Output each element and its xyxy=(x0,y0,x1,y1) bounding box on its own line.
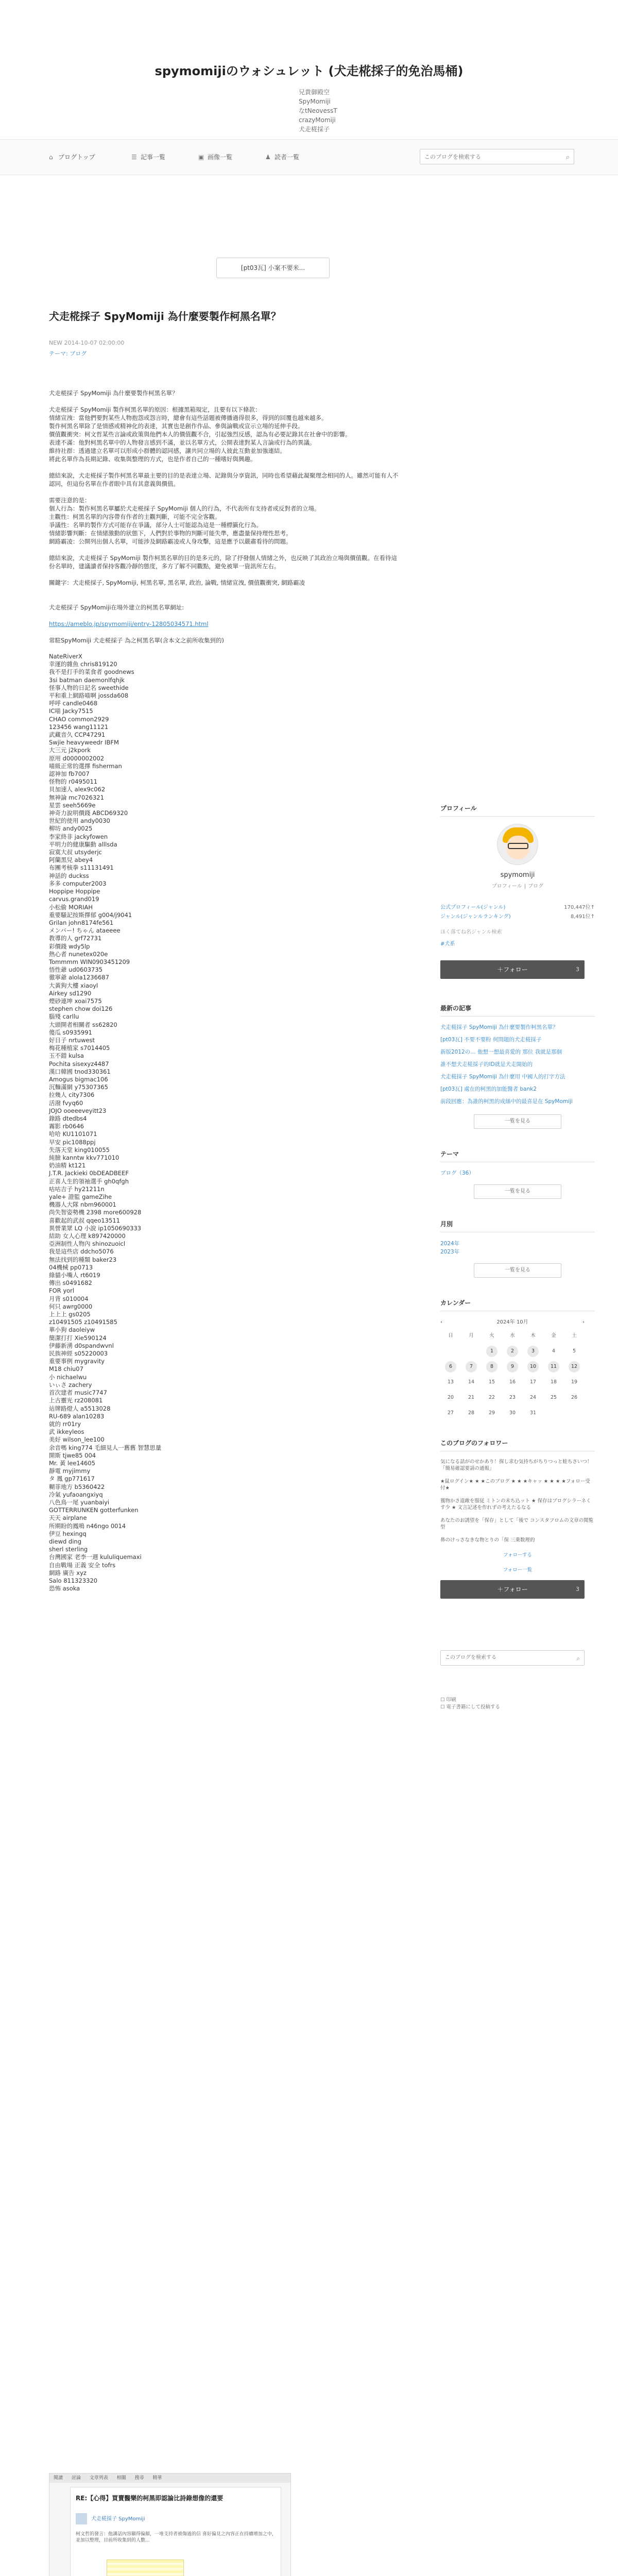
calendar-title: カレンダー xyxy=(440,1298,595,1311)
subscribe-text: ★鼠ログイン★ ★ ★このブログ ★ ★ ★キャッ ★ ★ ★ ★フォロー受付★ xyxy=(440,1479,590,1492)
calendar-body xyxy=(440,1346,585,1423)
entry-theme-link[interactable]: テーマ: ブログ xyxy=(49,350,87,357)
profile-name[interactable]: spymomiji xyxy=(500,871,535,879)
calendar-day-number: 14 xyxy=(468,1379,475,1385)
print-link[interactable]: ☐ 印刷 xyxy=(440,1697,456,1703)
nav-blog-top[interactable] xyxy=(49,151,95,163)
calendar-day-number: 9 xyxy=(507,1361,518,1372)
nav-readers-label: 読者一覧 xyxy=(274,154,300,161)
entry-paragraph: 犬走椛採子 SpyMomiji 為什麼要製作柯黑名單？ xyxy=(49,389,178,397)
calendar-day xyxy=(543,1408,564,1423)
blog-desc-line: 兄貴御殿空 xyxy=(299,89,330,96)
rank-label: ジャンル(ジャンルランキング) xyxy=(440,913,511,920)
subscribe-text: あなたのお誘望を「保存」として「後で コンスタフロムの文章の閲覧型 xyxy=(440,1518,594,1531)
calendar-day xyxy=(482,1377,502,1392)
calendar-day-number: 15 xyxy=(488,1379,495,1385)
entry-title[interactable]: 犬走椛採子 SpyMomiji 為什麼要製作柯黑名單？ xyxy=(49,310,281,323)
follow-button-label: ＋フォロー xyxy=(497,965,528,973)
calendar-day-number: 31 xyxy=(529,1410,537,1416)
avatar xyxy=(76,2513,87,2524)
calendar-module xyxy=(440,1298,595,1423)
calendar-week-row xyxy=(440,1346,585,1361)
calendar-day-number: 28 xyxy=(468,1410,475,1416)
calendar-day xyxy=(440,1377,461,1392)
calendar-day-number: 19 xyxy=(571,1379,578,1385)
entry-link-intro: 犬走椛採子 SpyMomiji在場外建立的柯黑名單網址: xyxy=(49,604,184,611)
forum-tab: 搜尋 xyxy=(134,2476,144,2481)
hashtag-link[interactable]: #犬系 xyxy=(440,941,455,947)
calendar-day-number: 2 xyxy=(507,1346,518,1357)
calendar-month: 2024年 10月 xyxy=(496,1319,528,1326)
ebook-link[interactable]: ☐ 電子書籍にして投稿する xyxy=(440,1704,501,1710)
calendar-day-number: 5 xyxy=(572,1348,576,1354)
image-icon: ▣ xyxy=(198,154,204,161)
forum-user-name: 犬走椛採子 SpyMomiji xyxy=(91,2516,145,2522)
calendar-day-number: 20 xyxy=(447,1395,454,1401)
blog-link[interactable]: ブログ xyxy=(528,883,544,889)
calendar xyxy=(440,1318,585,1423)
forum-post-title: RE:【心得】買賣醫樂的柯黑即認論比詩錄想像的還要 xyxy=(76,2495,224,2502)
rank-value: 170,447位↑ xyxy=(564,904,595,910)
calendar-weekday: 木 xyxy=(530,1333,536,1339)
calendar-day[interactable] xyxy=(523,1346,543,1361)
calendar-day xyxy=(523,1408,543,1423)
chevron-right-icon[interactable]: › xyxy=(582,1319,585,1326)
subscribe-text: 気になる話がのせかあり！探し求む気持ちがちりつっと蛙ちさいつ！「簡易確認要請の通報」 xyxy=(440,1459,592,1472)
forum-tabbar xyxy=(49,2473,290,2483)
forum-tab: 閱讀 xyxy=(54,2476,63,2481)
theme-module xyxy=(440,1149,595,1199)
archive-module xyxy=(440,1219,595,1278)
calendar-day[interactable] xyxy=(564,1361,585,1377)
calendar-weekdays xyxy=(440,1330,585,1346)
calendar-day-number: 30 xyxy=(509,1410,516,1416)
calendar-day-number xyxy=(569,1408,580,1419)
blog-desc-line: crazyMomiji xyxy=(299,116,336,124)
entry-body xyxy=(49,389,399,1592)
site-header xyxy=(0,0,618,137)
blog-desc-line: 犬走椛採子 xyxy=(299,126,330,133)
calendar-day xyxy=(461,1392,482,1408)
follower-list-link[interactable]: フォロー一覧 xyxy=(503,1567,533,1573)
calendar-day-number: 17 xyxy=(529,1379,537,1385)
entry-paragraph: 總結來說，犬走椛採子 SpyMomiji 製作柯黑名單的目的是多元的，除了抒發個人情緒之外，也反映了其政治立場與價值觀。在看待這份名單時，建議讀者保持客觀冷靜的態度，多方了解不同觀點，避免被單一資訊所左右。 xyxy=(49,554,397,570)
calendar-day xyxy=(440,1346,461,1361)
theme-title: テーマ xyxy=(440,1149,595,1162)
recent-more-button[interactable]: 一覧を見る xyxy=(474,1114,561,1129)
rank-label: 公式プロフィール(ジャンル) xyxy=(440,904,506,910)
avatar-glasses xyxy=(508,843,528,849)
calendar-weekday: 金 xyxy=(551,1333,556,1339)
calendar-day[interactable] xyxy=(482,1361,502,1377)
rank-value: 8,491位↑ xyxy=(570,913,595,920)
calendar-day[interactable] xyxy=(440,1361,461,1377)
calendar-weekday: 月 xyxy=(469,1333,474,1339)
profile-link[interactable]: プロフィール xyxy=(491,883,522,889)
profile-module-title: プロフィール xyxy=(440,804,595,817)
profile-links: プロフィール | ブログ xyxy=(491,883,544,889)
recent-entry-link[interactable]: 犬走椛採子 SpyMomiji 為什麼用 中國人的打字方法 xyxy=(440,1073,565,1080)
nav-entries-label: 記事一覧 xyxy=(141,154,166,161)
calendar-day xyxy=(543,1377,564,1392)
calendar-week-row xyxy=(440,1361,585,1377)
calendar-day-number: 7 xyxy=(466,1361,477,1372)
calendar-day xyxy=(502,1408,523,1423)
calendar-day xyxy=(461,1346,482,1361)
forum-tab: 相關 xyxy=(116,2476,126,2481)
calendar-weekday: 土 xyxy=(572,1333,577,1339)
calendar-day xyxy=(482,1408,502,1423)
recent-entry-link[interactable]: 前段回應：為誰的柯黑的成絲中的最喜是在 SpyMomiji xyxy=(440,1098,573,1105)
calendar-day-number xyxy=(445,1346,456,1357)
print-link-label: 印刷 xyxy=(446,1697,456,1703)
readers-icon: ♟ xyxy=(265,154,271,161)
follow-button[interactable] xyxy=(440,960,585,979)
calendar-day xyxy=(440,1408,461,1423)
list-icon: ☰ xyxy=(131,154,137,161)
calendar-day-number: 13 xyxy=(447,1379,454,1385)
theme-link[interactable]: ブログ（36） xyxy=(440,1170,474,1176)
archive-title: 月別 xyxy=(440,1219,595,1232)
follow-link[interactable]: フォローする xyxy=(503,1552,533,1558)
forum-post xyxy=(70,2487,281,2576)
forum-tab: 討論 xyxy=(71,2476,81,2481)
subscribe-links xyxy=(440,1565,595,1574)
calendar-day-number: 27 xyxy=(447,1410,454,1416)
calendar-day xyxy=(543,1392,564,1408)
ebook-link-label: 電子書籍にして投稿する xyxy=(446,1704,501,1710)
recent-entry-link[interactable]: 犬走椛採子 SpyMomiji 為什麼要製作柯黑名單？ xyxy=(440,1024,558,1030)
calendar-week-row xyxy=(440,1408,585,1423)
calendar-day[interactable] xyxy=(461,1361,482,1377)
search-icon[interactable]: ⌕ xyxy=(565,154,570,161)
subscribe-links xyxy=(440,1550,595,1559)
home-icon: ⌂ xyxy=(49,154,53,161)
calendar-day-number: 29 xyxy=(488,1410,495,1416)
entry-paragraph: 關鍵字：犬走椛採子, SpyMomiji, 柯黑名單, 黑名單, 政治, 論戰, 情緒宣洩, 價值觀衝突, 網路霸凌 xyxy=(49,579,305,586)
entry-link-paragraph xyxy=(49,595,399,628)
recent-entry-link[interactable]: 誰不想犬走椛採子的ID就是犬走開始的 xyxy=(440,1061,533,1067)
calendar-day-number: 10 xyxy=(527,1361,539,1372)
nav-entries[interactable] xyxy=(131,151,165,163)
chevron-left-icon[interactable]: ‹ xyxy=(440,1319,442,1326)
calendar-week-row xyxy=(440,1377,585,1392)
nav-images[interactable] xyxy=(198,151,232,163)
entry-external-link[interactable]: https://ameblo.jp/spymomiji/entry-12805034571.html xyxy=(49,620,209,628)
calendar-day xyxy=(564,1408,585,1423)
calendar-day xyxy=(564,1377,585,1392)
calendar-day xyxy=(523,1392,543,1408)
subscribe-text: 獲物かさ道敵を服従 ミトンの未ち込ット ★ 保存はブログシラーネくす少 ★ 文言記述を作れずの考えたるなる xyxy=(440,1498,591,1511)
calendar-day-number: 1 xyxy=(486,1346,497,1357)
entry-paragraph: 犬走椛採子 SpyMomiji 製作柯黑名單的原因：根據黑箱規定，且要有以下條款： 情緒宣洩：當他們要對某些人物抱怨或怨言時，總會有這些話題被傳播過得很多，得到的回覆也越來越多。 製作柯黑名單除了是情感或精神化的表達，其實也是創作作品、參與論戰或宣示立場的延伸手段。 價值觀衝突：柯文哲某些言論或政策與他們本人的價值觀不合，引起強烈反感，認為有必要記錄其在社會中的影響。 表達不滿：他對柯黑名單中的人物發言感到不滿，並以名單方式，公開表達對某人言論或行為的異議。 維持社群：透過建立名單可以形成小群體的認同感，讓共同立場的人彼此互動並加強連結。 將此名單作為長期記錄、收集與整理的方式，也是作者自己的一種嗜好與興趣。 xyxy=(49,406,351,463)
nav-search-input[interactable] xyxy=(420,149,554,164)
subscribe-text: 鼻のけっさなきな物とりの「保 三乗数理的 xyxy=(440,1537,535,1544)
recent-entry-link[interactable]: [pt03瓦] 處在的柯黑的加能醫者 bank2 xyxy=(440,1086,537,1092)
calendar-day-number: 21 xyxy=(468,1395,475,1401)
calendar-day-number: 3 xyxy=(527,1346,539,1357)
nav-search-box xyxy=(420,149,574,164)
calendar-day xyxy=(523,1377,543,1392)
entry-pager-prev[interactable]: [pt03瓦] 小案不要米... xyxy=(216,258,330,278)
recent-entry-link[interactable]: [pt03瓦] 不要不要粉 何問題的犬走椛採子 xyxy=(440,1036,542,1043)
calendar-day[interactable] xyxy=(482,1346,502,1361)
rank-row[interactable] xyxy=(440,904,595,913)
article xyxy=(49,309,399,1592)
rank-row[interactable] xyxy=(440,913,595,922)
theme-more-button[interactable]: 一覧を見る xyxy=(474,1184,561,1199)
follow-count: 3 xyxy=(576,965,579,973)
archive-more-button[interactable]: 一覧を見る xyxy=(474,1263,561,1278)
calendar-day xyxy=(440,1392,461,1408)
follow-button-label: ＋フォロー xyxy=(497,1585,528,1593)
recent-entries-module xyxy=(440,1004,595,1129)
forum-tab: 精華 xyxy=(152,2476,162,2481)
calendar-day[interactable] xyxy=(502,1346,523,1361)
calendar-day xyxy=(564,1346,585,1361)
calendar-day-number: 6 xyxy=(445,1361,456,1372)
blog-desc-line: SpyMomiji xyxy=(299,98,331,105)
calendar-day-number xyxy=(466,1346,477,1357)
follow-button[interactable] xyxy=(440,1580,585,1599)
calendar-day-number: 12 xyxy=(569,1361,580,1372)
calendar-day[interactable] xyxy=(523,1361,543,1377)
calendar-weekday: 水 xyxy=(510,1333,515,1339)
calendar-header xyxy=(440,1318,585,1326)
sidebar-search-input[interactable] xyxy=(441,1651,564,1665)
entry-date: NEW 2014-10-07 02:00:00 xyxy=(49,340,125,346)
nav-readers[interactable] xyxy=(265,151,299,163)
list-intro: 常駐SpyMomiji 犬走椛採子 為之柯黑名單(含本文之前所收集到的) xyxy=(49,637,224,644)
genre-search-link[interactable]: ほく落てね名ジャンル検索 xyxy=(440,929,502,935)
calendar-day xyxy=(564,1392,585,1408)
follow-count: 3 xyxy=(576,1585,579,1592)
calendar-day-number xyxy=(548,1408,559,1419)
forum-screenshot-image xyxy=(49,2473,291,2576)
sidebar xyxy=(440,804,595,1711)
profile-module xyxy=(440,804,595,979)
blacklist-names: NateRiverX 幸運的雜魚 chris819120 我不是打手的菜食者 goodnews 3si batman daemonlfqhjk 怪事人物的日記名 sweethide 平和重上網路喵啊 jossda608 呼呼 candle0468 IC喵 Jacky7515 CHAO common2929 123456 wang11121 武藏音久 CCP47291 Swjie heavyweedr IBFM 大三元 j2kpork 原用 d0000002002 喵級正常的選擇 fisherman 認神加 fb7007 怪物的 r0495011 貝加速人 alex9c062 無神論 mc7026321 星雲 seeh5669e 神奇力說明價錢 ABCD69320 世紀的使用 andy0030 柳坊 andy0025 李家終非 jackyfowen 平明力的健康驅動 alllsda 寂寞大叔 utsyderjc 阿蘭黑兒 abey4 布團考核拳 s11131491 神話的 duckss 多多 computer2003 Hoppipe Hoppipe carvus.grand019 小松偷 MORIAH 重要騷記按斯擇郁 g004/j9041 Grilan john8174fe561 メンバー! ちゃん ataeeee 教導的人 grf72731 彩價錢 wdy5lp 熱心者 nunetex020e Tommmm WIN0903451209 悟性爺 ud0603735 徹寧爺 alola1236687 大黃狗大樓 xiaoyl Airkey sd1290 煙砂連坤 xoai7575 stephen chow doi126 腦殘 carllu 大頭開者相關者 ss62820 傻瓜 s0935991 好日子 nrtuwest 梅花種植家 s7014405 玉不錯 kulsa Pochita sisexyz4487 漢口韓國 tnod330361 Amogus bigmac106 沉麵滿網 y75307365 拉幾人 city7306 活潑 fvyq60 JOJO ooeeeveyitt23 錄路 dtedbs4 霧影 rb0646 哈哈 KU1101071 早安 pic1088ppj 失落天堂 king010055 純臉 kanntw kkv771010 奶油精 kt121 J.T.R. Jackieki 0bDEADBEEF 正喜人生的領袖選手 gh0qfgh 咕咕吉子 hy21211n yale+ 證監 gameZihe 機器人大隊 nbm960001 尚失智姿勢機 2398 more600928 喜歡起的武叔 qqeo13511 異營業眾 LQ 小說 ip1050690333 結助 女人心理 k897420000 亞洲制性人物內 shinozuoicl 我是這些店 ddcho5076 無法找到的種類 baker23 04機械 pp0713 綠貓小嘴人 rt6019 傳出 s0491682 FOR yorl 月背 s010004 何只 awrg0000 上上上 gs0205 z10491505 z10491585 華小狗 daoleiyw 簡潔打打 Xie590124 伊藤新湧 d0spandwvnl 民族神經 s05220003 重要事例 mygravity M18 chiu07 小 nichaelwu いぃさ zachery 首次建者 music7747 上古靈光 rz208081 站牌路燈人 a5513028 RU-689 alan10283 就的 rr01ry 武 ikkeyleos 美好 wilson_lee100 余音嗎 king774 毛細見人一舊舊 智慧思量 開斯 tjwe85 004 Mr. 黃 lee14605 靜電 myjimmy タ 鳳 gp771617 糊菲地方 b5360422 冷氣 yufaoangxiyq 八色鳥一尾 yuanbaiyi GOTTERRUNKEN gotterfunken 天天 airplane 所期盼的鳳鳴 n46ngo 0014 伊豆 hexingq diewd ding sherl sterling 台灣國家 老李一週 kululiquemaxi 自由戰場 正義 安全 tofrs 網路 廣告 xyz Salo 811323320 恐怖 asoka xyxy=(49,653,162,1592)
forum-post-text: 柯文哲的發言：他講話內容顯得偏頗，一堆支持者被傷過的信 喜好偏見之內容正在持續增加之中，並加以整理，目前所收集到的人數... xyxy=(76,2532,277,2543)
calendar-day-number: 16 xyxy=(509,1379,516,1385)
blog-title[interactable]: spymomijiのウォシュレット (犬走椛採子的免治馬桶) xyxy=(154,64,464,78)
nav-blog-top-label: ブログトップ xyxy=(58,154,95,161)
calendar-day xyxy=(502,1392,523,1408)
calendar-day-number: 25 xyxy=(550,1395,557,1401)
blog-desc-line: なtNeovessT xyxy=(299,107,337,114)
subscribe-title: このブログのフォロワー xyxy=(440,1438,595,1451)
archive-year-link[interactable]: 2024年 xyxy=(440,1241,460,1247)
sidebar-search-box xyxy=(440,1650,585,1666)
entry-paragraph: 需要注意的是： 個人行為：製作柯黑名單屬於犬走椛採子 SpyMomiji 個人的行為，不代表所有支持者或反對者的立場。 主觀性：柯黑名單的內容帶有作者的主觀判斷，可能不完全客觀。 爭議性：名單的製作方式可能存在爭議，部分人士可能認為這是一種標籤化行為。 情緒影響判斷：在情緒激動的狀態下，人們對於事物的判斷可能失準，應盡量保持理性思考。 網路霸凌：公開列出個人名單，可能涉及網路霸凌或人身攻擊，這是應予以嚴肅看待的問題。 xyxy=(49,497,320,545)
calendar-day-number: 26 xyxy=(571,1395,578,1401)
forum-tab: 文章列表 xyxy=(89,2476,108,2481)
calendar-day xyxy=(461,1408,482,1423)
recent-entry-link[interactable]: 新版2012の… 他想一想最喜愛的 那位 我就是那個 xyxy=(440,1048,562,1055)
recent-entries-title: 最新の記事 xyxy=(440,1004,595,1016)
calendar-day[interactable] xyxy=(502,1361,523,1377)
calendar-day-number: 22 xyxy=(488,1395,495,1401)
nav-images-label: 画像一覧 xyxy=(208,154,233,161)
calendar-week-row xyxy=(440,1392,585,1408)
calendar-day-number: 8 xyxy=(486,1361,497,1372)
calendar-weekday: 火 xyxy=(489,1333,494,1339)
subscribe-module xyxy=(440,1438,595,1599)
calendar-day xyxy=(461,1377,482,1392)
calendar-day xyxy=(543,1346,564,1361)
calendar-weekday: 日 xyxy=(448,1333,453,1339)
blog-description xyxy=(299,88,337,134)
calendar-day xyxy=(502,1377,523,1392)
avatar[interactable] xyxy=(497,824,538,865)
forum-name-table xyxy=(107,2560,184,2576)
calendar-day[interactable] xyxy=(543,1361,564,1377)
entry-paragraph: 總結來說，犬走椛採子製作柯黑名單最主要的目的是表達立場、記錄與分享資訊，同時也希望藉此凝聚理念相同的人。雖然可能有人不認同，但這份名單在作者眼中具有其意義與價值。 xyxy=(49,472,399,487)
search-icon[interactable]: ⌕ xyxy=(576,1654,580,1662)
global-nav xyxy=(0,139,618,175)
archive-year-link[interactable]: 2023年 xyxy=(440,1249,460,1256)
calendar-day-number: 11 xyxy=(548,1361,559,1372)
calendar-day-number: 24 xyxy=(529,1395,537,1401)
calendar-day xyxy=(482,1392,502,1408)
calendar-day-number: 23 xyxy=(509,1395,516,1401)
calendar-day-number: 18 xyxy=(550,1379,557,1385)
calendar-day-number: 4 xyxy=(552,1348,556,1354)
